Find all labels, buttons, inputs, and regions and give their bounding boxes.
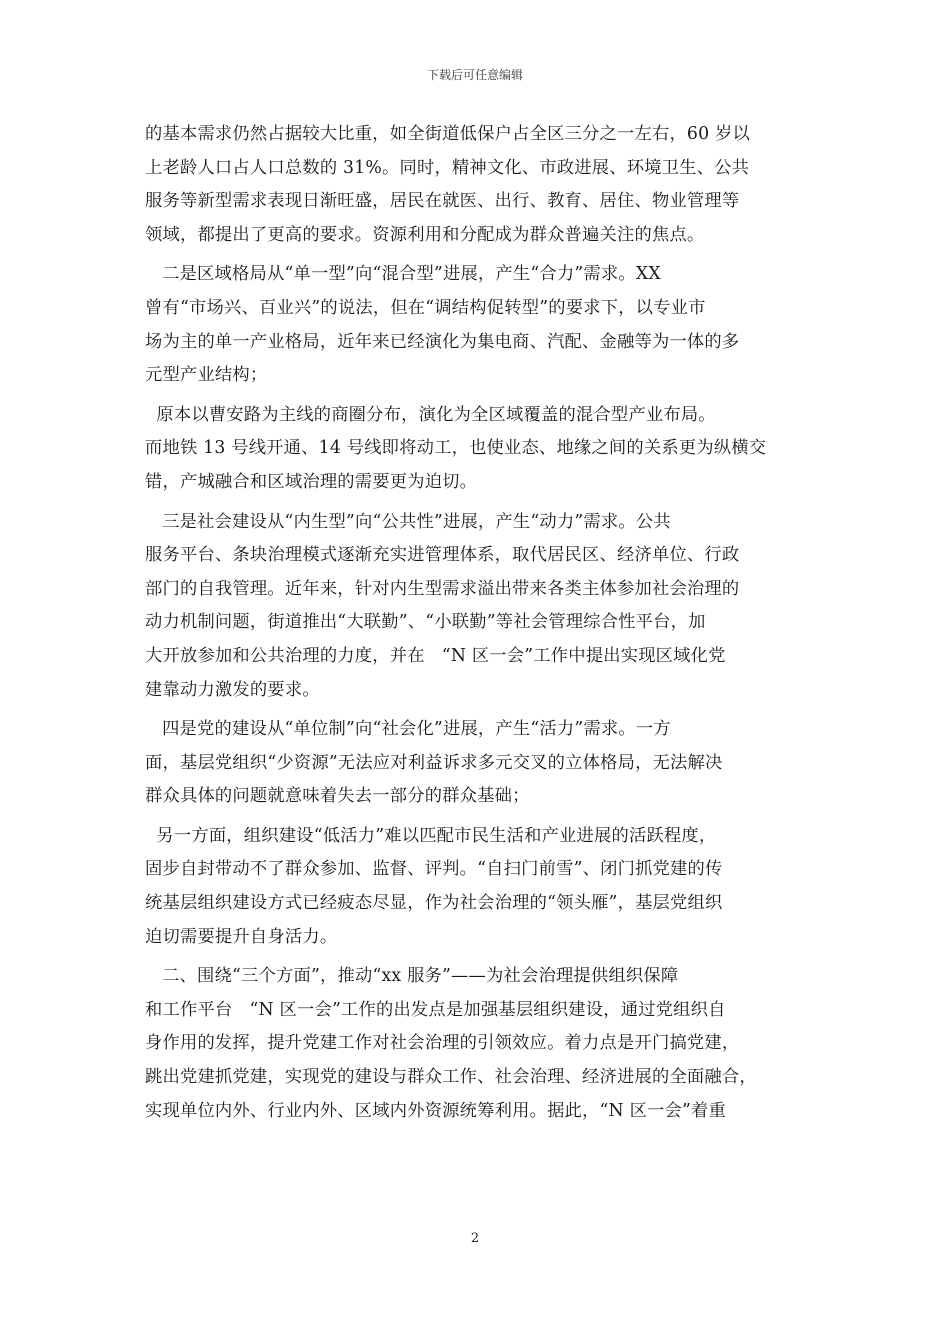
- text-line: 身作用的发挥，提升党建工作对社会治理的引领效应。着力点是开门搞党建，: [145, 1033, 740, 1054]
- text-line: 和工作平台 “N 区一会”工作的出发点是加强基层组织建设，通过党组织自: [145, 999, 726, 1020]
- text-line: 服务等新型需求表现日渐旺盛，居民在就医、出行、教育、居住、物业管理等: [145, 191, 740, 212]
- paragraph: [145, 258, 805, 392]
- text-line: 服务平台、条块治理模式逐渐充实进管理体系，取代居民区、经济单位、行政: [145, 545, 740, 566]
- text-line: 统基层组织建设方式已经疲态尽显，作为社会治理的“领头雁”，基层党组织: [145, 893, 723, 914]
- text-line: 错，产城融合和区域治理的需要更为迫切。: [145, 471, 478, 492]
- paragraph: [145, 820, 805, 954]
- text-line: 的基本需求仍然占据较大比重，如全街道低保户占全区三分之一左右，60 岁以: [145, 124, 750, 144]
- text-line: 而地铁 13 号线开通、14 号线即将动工，也使业态、地缘之间的关系更为纵横交: [145, 438, 767, 459]
- text-line: 固步自封带动不了群众参加、监督、评判。“自扫门前雪”、闭门抓党建的传: [145, 859, 723, 880]
- text-line: 动力机制问题，街道推出“大联勤”、“小联勤”等社会管理综合性平台，加: [145, 612, 706, 633]
- text-line: 二是区域格局从“单一型”向“混合型”进展，产生“合力”需求。XX: [145, 264, 661, 285]
- text-line: 群众具体的问题就意味着失去一部分的群众基础；: [145, 786, 530, 807]
- text-line: 上老龄人口占人口总数的 31%。同时，精神文化、市政进展、环境卫生、公共: [145, 157, 750, 178]
- text-line: 领域，都提出了更高的要求。资源利用和分配成为群众普遍关注的焦点。: [145, 224, 705, 245]
- text-line: 建靠动力激发的要求。: [145, 679, 320, 700]
- document-body: [145, 118, 805, 1128]
- paragraph: [145, 506, 805, 708]
- text-line: 面，基层党组织“少资源”无法应对利益诉求多元交叉的立体格局，无法解决: [145, 752, 723, 773]
- text-line: 四是党的建设从“单位制”向“社会化”进展，产生“活力”需求。一方: [145, 719, 671, 740]
- text-line: 迫切需要提升自身活力。: [145, 926, 338, 947]
- text-line: 原本以曹安路为主线的商圈分布，演化为全区域覆盖的混合型产业布局。: [145, 404, 716, 425]
- text-line: 跳出党建抓党建，实现党的建设与群众工作、社会治理、经济进展的全面融合，: [145, 1067, 757, 1088]
- paragraph: [145, 960, 805, 1128]
- text-line: 另一方面，组织建设“低活力”难以匹配市民生活和产业进展的活跃程度，: [145, 825, 717, 846]
- text-line: 二、围绕“三个方面”，推动“xx 服务”——为社会治理提供组织保障: [145, 966, 679, 987]
- page-number: 2: [470, 1231, 480, 1246]
- paragraph: [145, 713, 805, 814]
- text-line: 场为主的单一产业格局，近年来已经演化为集电商、汽配、金融等为一体的多: [145, 331, 740, 352]
- text-line: 实现单位内外、行业内外、区域内外资源统筹利用。据此，“N 区一会”着重: [145, 1100, 727, 1121]
- page-header: 下载后可任意编辑: [426, 68, 523, 82]
- paragraph: [145, 399, 805, 500]
- text-line: 大开放参加和公共治理的力度，并在 “N 区一会”工作中提出实现区域化党: [145, 645, 726, 666]
- text-line: 部门的自我管理。近年来，针对内生型需求溢出带来各类主体参加社会治理的: [145, 578, 740, 599]
- text-line: 曾有“市场兴、百业兴”的说法，但在“调结构促转型”的要求下，以专业市: [145, 297, 706, 318]
- paragraph: [145, 118, 805, 252]
- text-line: 元型产业结构；: [145, 365, 268, 386]
- text-line: 三是社会建设从“内生型”向“公共性”进展，产生“动力”需求。公共: [145, 511, 671, 532]
